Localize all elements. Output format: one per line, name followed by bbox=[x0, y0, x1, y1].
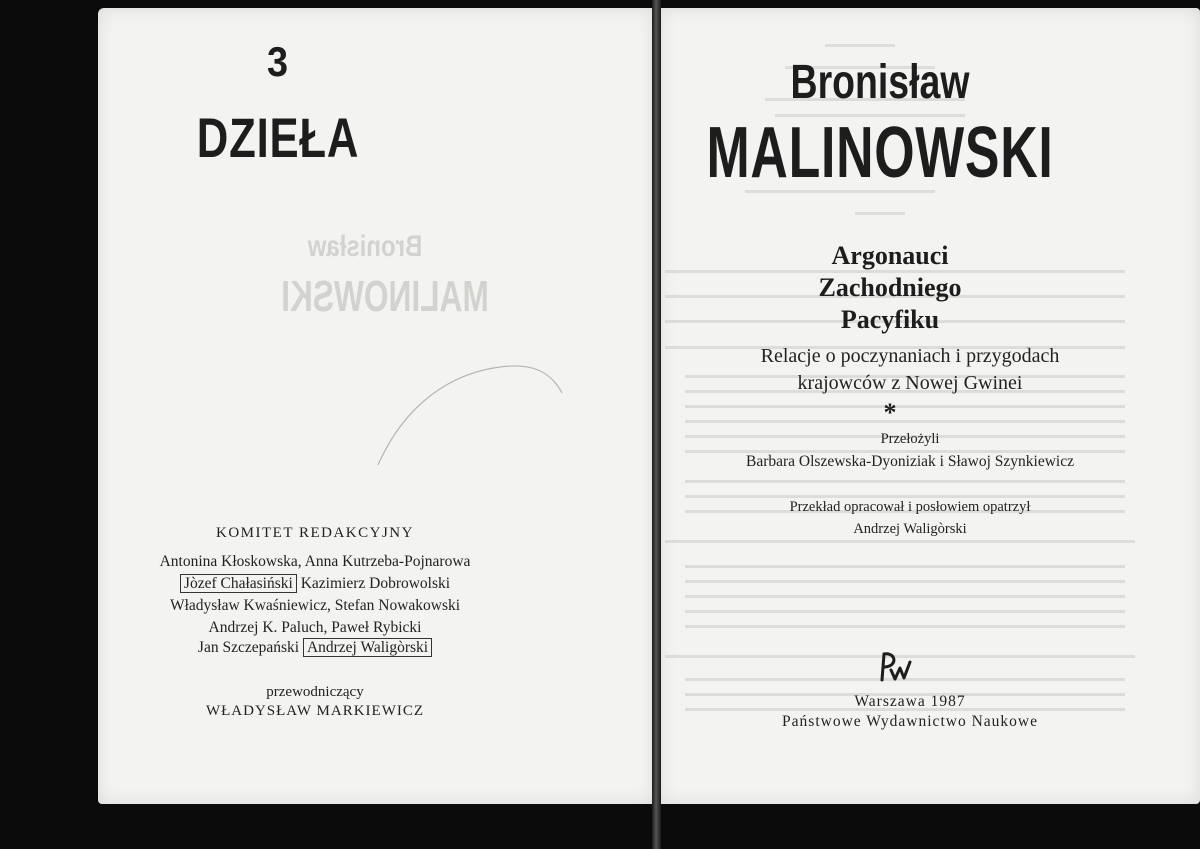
committee-deceased-name: Jòzef Chałasiński bbox=[180, 574, 297, 593]
committee-line-1: Antonina Kłoskowska, Anna Kutrzeba-Pojnarowa bbox=[159, 553, 471, 570]
asterisk-divider: * bbox=[883, 398, 897, 427]
translators: Barbara Olszewska-Dyoniziak i Sławoj Szynkiewicz bbox=[746, 453, 1074, 470]
publisher-logo-icon bbox=[874, 648, 914, 684]
committee-line-5-start: Jan Szczepański bbox=[197, 639, 300, 656]
volume-number: 3 bbox=[267, 38, 289, 85]
editor-name: Andrzej Waligòrski bbox=[853, 521, 967, 537]
subtitle-line-1: Relacje o poczynaniach i przygodach bbox=[760, 345, 1060, 367]
book-title-line-3: Pacyfiku bbox=[840, 305, 940, 334]
committee-line-2-rest: Kazimierz Dobrowolski bbox=[300, 575, 451, 592]
place-year: Warszawa 1987 bbox=[854, 693, 966, 710]
committee-line-2 bbox=[0, 575, 630, 593]
book-title-line-2: Zachodniego bbox=[818, 273, 962, 302]
book-title-line-1: Argonauci bbox=[831, 241, 949, 270]
book-gutter bbox=[652, 0, 661, 849]
bleed-through-author-first: Bronisław bbox=[307, 230, 423, 263]
committee-deceased-name-2: Andrzej Waligòrski bbox=[303, 638, 432, 657]
chair-name: WŁADYSŁAW MARKIEWICZ bbox=[205, 703, 425, 719]
committee-line-3: Władysław Kwaśniewicz, Stefan Nowakowski bbox=[169, 597, 461, 614]
translated-label: Przełożyli bbox=[880, 431, 940, 447]
publisher-name: Państwowe Wydawnictwo Naukowe bbox=[782, 713, 1038, 730]
pencil-mark bbox=[370, 355, 570, 475]
edited-label: Przekład opracował i posłowiem opatrzył bbox=[789, 499, 1031, 515]
committee-line-4: Andrzej K. Paluch, Paweł Rybicki bbox=[208, 619, 422, 636]
subtitle-line-2: krajowców z Nowej Gwinei bbox=[797, 372, 1023, 394]
series-title: DZIEŁA bbox=[196, 106, 360, 169]
chair-label: przewodniczący bbox=[266, 684, 364, 700]
author-first-name: Bronisław bbox=[790, 56, 970, 109]
bleed-through-author-last: MALINOWSKI bbox=[281, 272, 489, 321]
committee-line-5 bbox=[0, 639, 630, 657]
author-last-name: MALINOWSKI bbox=[706, 113, 1054, 193]
committee-heading: KOMITET REDAKCYJNY bbox=[216, 525, 414, 541]
